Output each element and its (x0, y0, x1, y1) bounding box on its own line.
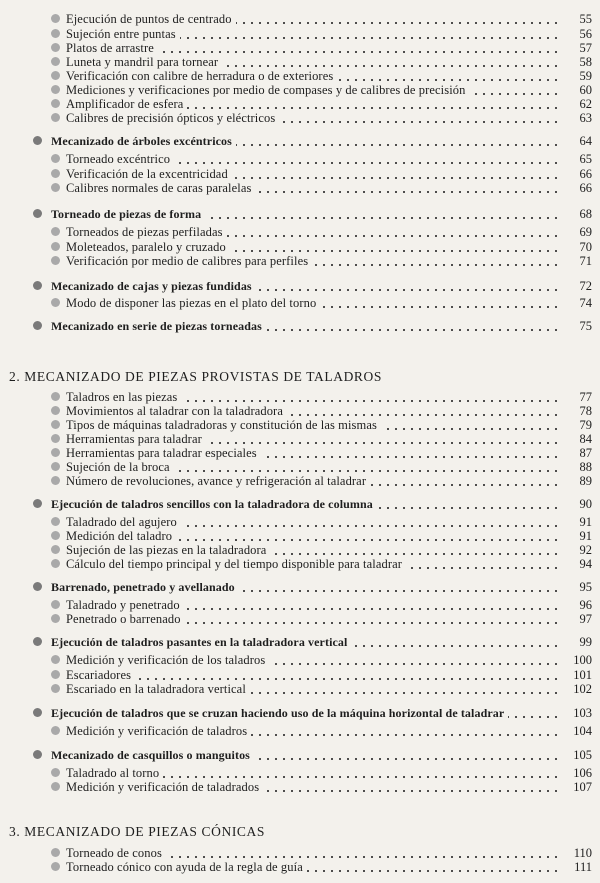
toc-entry (20, 83, 592, 97)
page-number: 62 (579, 96, 592, 111)
bullet-icon (33, 750, 42, 759)
bullet-icon (33, 499, 42, 508)
toc-entry (20, 432, 592, 446)
section-title-3: 3. MECANIZADO DE PIEZAS CÓNICAS (9, 824, 265, 839)
bullet-icon (33, 321, 42, 330)
bullet-icon (51, 862, 60, 871)
dot-leader (250, 683, 560, 695)
toc-entry (20, 167, 592, 181)
page-number: 75 (579, 318, 592, 333)
bullet-icon (51, 655, 60, 664)
entry-title: Tipos de máquinas taladradoras y constitución de las mismas (66, 417, 377, 432)
dot-leader (263, 781, 560, 793)
toc-entry (20, 97, 592, 111)
toc-entry (20, 780, 592, 794)
page-number: 69 (579, 224, 592, 239)
page-number: 99 (579, 634, 592, 649)
page-number: 57 (579, 40, 592, 55)
dot-leader (270, 544, 560, 556)
page-number: 79 (579, 417, 592, 432)
bullet-icon (51, 420, 60, 429)
page-number: 59 (579, 68, 592, 83)
entry-title: Taladrado y penetrado (66, 597, 180, 612)
entry-title: Moleteados, paralelo y cruzado (66, 239, 226, 254)
dot-leader (469, 84, 560, 96)
toc-heading (20, 319, 592, 333)
entry-title: Ejecución de taladros pasantes en la taladradora vertical (51, 634, 348, 649)
bullet-icon (51, 85, 60, 94)
toc-entry (20, 111, 592, 125)
section-title-2: 2. MECANIZADO DE PIEZAS PROVISTAS DE TALADROS (9, 369, 382, 384)
page-number: 89 (579, 473, 592, 488)
page-number: 72 (579, 278, 592, 293)
toc-entry (20, 404, 592, 418)
toc-entry (20, 668, 592, 682)
page-number: 66 (579, 180, 592, 195)
toc-entry (20, 682, 592, 696)
entry-title: Medición y verificación de taladros (66, 723, 248, 738)
page-number: 71 (579, 253, 592, 268)
bullet-icon (51, 256, 60, 265)
entry-title: Verificación por medio de calibres para perfiles (66, 253, 309, 268)
bullet-icon (51, 183, 60, 192)
toc-entry (20, 12, 592, 26)
entry-title: Medición y verificación de los taladros (66, 652, 266, 667)
dot-leader (255, 182, 560, 194)
entry-title: Taladros en las piezas (66, 389, 178, 404)
entry-title: Ejecución de puntos de centrado (66, 11, 232, 26)
dot-leader (185, 613, 560, 625)
toc-entry (20, 557, 592, 571)
bullet-icon (51, 14, 60, 23)
entry-title: Calibres normales de caras paralelas (66, 180, 252, 195)
page-number: 68 (579, 206, 592, 221)
entry-title: Calibres de precisión ópticos y eléctricos (66, 110, 276, 125)
entry-title: Movimientos al taladrar con la taladradora (66, 403, 283, 418)
entry-title: Escariado en la taladradora vertical (66, 681, 246, 696)
bullet-icon (51, 43, 60, 52)
dot-leader (508, 707, 560, 719)
dot-leader (251, 725, 560, 737)
bullet-icon (51, 392, 60, 401)
dot-leader (239, 581, 560, 593)
dot-leader (266, 320, 560, 332)
toc-entry (20, 724, 592, 738)
toc-entry (20, 598, 592, 612)
bullet-icon (51, 406, 60, 415)
page-number: 77 (579, 389, 592, 404)
bullet-icon (51, 670, 60, 679)
page-number: 102 (573, 681, 592, 696)
page-number: 105 (573, 747, 592, 762)
entry-title: Verificación con calibre de herradura o de exteriores (66, 68, 334, 83)
bullet-icon (51, 614, 60, 623)
dot-leader (187, 98, 560, 110)
dot-leader (279, 112, 560, 124)
page-number: 92 (579, 542, 592, 557)
dot-leader (254, 749, 560, 761)
dot-leader (269, 654, 560, 666)
toc-heading (20, 207, 592, 221)
toc-heading (20, 706, 592, 720)
entry-title: Mecanizado de cajas y piezas fundidas (51, 278, 252, 293)
page-number: 90 (579, 496, 592, 511)
page-number: 63 (579, 110, 592, 125)
dot-leader (158, 42, 560, 54)
entry-title: Torneado de piezas de forma (51, 206, 202, 221)
page-number: 100 (573, 652, 592, 667)
toc-entry (20, 254, 592, 268)
bullet-icon (51, 448, 60, 457)
entry-title: Herramientas para taladrar especiales (66, 445, 257, 460)
page-number: 88 (579, 459, 592, 474)
toc-entry (20, 612, 592, 626)
page-number: 87 (579, 445, 592, 460)
toc-entry (20, 27, 592, 41)
bullet-icon (33, 637, 42, 646)
page-number: 60 (579, 82, 592, 97)
bullet-icon (51, 517, 60, 526)
entry-title: Amplificador de esfera (66, 96, 184, 111)
toc-heading (20, 580, 592, 594)
entry-title: Mecanizado de casquillos o manguitos (51, 747, 250, 762)
entry-title: Sujeción entre puntas (66, 26, 176, 41)
entry-title: Mecanizado de árboles excéntricos (51, 133, 232, 148)
dot-leader (174, 461, 560, 473)
page-number: 66 (579, 166, 592, 181)
dot-leader (205, 208, 560, 220)
entry-title: Mecanizado en serie de piezas torneadas (51, 318, 262, 333)
dot-leader (232, 168, 560, 180)
page-number: 91 (579, 514, 592, 529)
dot-leader (337, 70, 560, 82)
entry-title: Sujeción de la broca (66, 459, 170, 474)
dot-leader (206, 433, 560, 445)
dot-leader (222, 56, 560, 68)
toc-entry (20, 474, 592, 488)
dot-leader (312, 255, 560, 267)
dot-leader (181, 391, 560, 403)
entry-title: Sujeción de las piezas en la taladradora (66, 542, 267, 557)
dot-leader (181, 516, 560, 528)
page-number: 94 (579, 556, 592, 571)
entry-title: Platos de arrastre (66, 40, 154, 55)
bullet-icon (51, 434, 60, 443)
entry-title: Medición del taladro (66, 528, 173, 543)
bullet-icon (51, 227, 60, 236)
toc-heading (20, 635, 592, 649)
dot-leader (166, 847, 560, 859)
entry-title: Medición y verificación de taladrados (66, 779, 260, 794)
bullet-icon (51, 57, 60, 66)
bullet-icon (33, 209, 42, 218)
page-number: 101 (573, 667, 592, 682)
bullet-icon (51, 531, 60, 540)
toc-entry (20, 181, 592, 195)
dot-leader (227, 226, 560, 238)
entry-title: Ejecución de taladros que se cruzan haciendo uso de la máquina horizontal de taladrar (51, 705, 505, 720)
toc-entry (20, 152, 592, 166)
toc-entry (20, 296, 592, 310)
entry-title: Luneta y mandril para tornear (66, 54, 219, 69)
bullet-icon (51, 99, 60, 108)
dot-leader (236, 135, 560, 147)
toc-entry (20, 418, 592, 432)
entry-title: Herramientas para taladrar (66, 431, 202, 446)
toc-entry (20, 846, 592, 860)
page-number: 103 (573, 705, 592, 720)
bullet-icon (33, 281, 42, 290)
toc-heading (20, 134, 592, 148)
entry-title: Modo de disponer las piezas en el plato del torno (66, 295, 317, 310)
bullet-icon (51, 29, 60, 38)
entry-title: Número de revoluciones, avance y refrigeración al taladrar (66, 473, 367, 488)
toc-entry (20, 529, 592, 543)
entry-title: Barrenado, penetrado y avellanado (51, 579, 235, 594)
bullet-icon (51, 242, 60, 251)
toc-entry (20, 390, 592, 404)
dot-leader (180, 28, 560, 40)
dot-leader (320, 297, 560, 309)
page-number: 84 (579, 431, 592, 446)
toc-entry (20, 240, 592, 254)
bullet-icon (51, 154, 60, 163)
bullet-icon (51, 476, 60, 485)
toc-entry (20, 860, 592, 874)
bullet-icon (51, 726, 60, 735)
toc-entry (20, 543, 592, 557)
bullet-icon (33, 136, 42, 145)
bullet-icon (33, 708, 42, 717)
page-number: 91 (579, 528, 592, 543)
bullet-icon (51, 600, 60, 609)
dot-leader (377, 498, 560, 510)
page-number: 56 (579, 26, 592, 41)
page-number: 104 (573, 723, 592, 738)
page-number: 95 (579, 579, 592, 594)
dot-leader (287, 405, 560, 417)
page-number: 107 (573, 779, 592, 794)
toc-entry (20, 653, 592, 667)
dot-leader (351, 636, 560, 648)
entry-title: Escariadores (66, 667, 132, 682)
entry-title: Torneado excéntrico (66, 151, 171, 166)
toc-entry (20, 460, 592, 474)
page-number: 96 (579, 597, 592, 612)
dot-leader (307, 861, 560, 873)
page-number: 74 (579, 295, 592, 310)
dot-leader (163, 767, 560, 779)
page-number: 97 (579, 611, 592, 626)
dot-leader (176, 530, 560, 542)
toc-entry (20, 225, 592, 239)
dot-leader (256, 280, 560, 292)
toc-entry (20, 41, 592, 55)
dot-leader (406, 558, 560, 570)
entry-title: Penetrado o barrenado (66, 611, 181, 626)
entry-title: Taladrado al torno (66, 765, 160, 780)
toc-entry (20, 515, 592, 529)
entry-title: Torneados de piezas perfiladas (66, 224, 223, 239)
page-number: 65 (579, 151, 592, 166)
toc-entry (20, 446, 592, 460)
bullet-icon (51, 545, 60, 554)
bullet-icon (51, 71, 60, 80)
toc-heading (20, 279, 592, 293)
dot-leader (370, 475, 560, 487)
page-number: 58 (579, 54, 592, 69)
toc-entry (20, 766, 592, 780)
entry-title: Torneado de conos (66, 845, 162, 860)
dot-leader (135, 669, 560, 681)
bullet-icon (51, 113, 60, 122)
entry-title: Mediciones y verificaciones por medio de compases y de calibres de precisión (66, 82, 466, 97)
page-number: 64 (579, 133, 592, 148)
entry-title: Taladrado del agujero (66, 514, 177, 529)
page-number: 106 (573, 765, 592, 780)
dot-leader (261, 447, 560, 459)
page-number: 110 (573, 845, 592, 860)
toc-entry (20, 69, 592, 83)
bullet-icon (33, 582, 42, 591)
bullet-icon (51, 169, 60, 178)
dot-leader (230, 241, 560, 253)
page-number: 55 (579, 11, 592, 26)
entry-title: Ejecución de taladros sencillos con la taladradora de columna (51, 496, 373, 511)
dot-leader (381, 419, 560, 431)
dot-leader (174, 153, 560, 165)
bullet-icon (51, 848, 60, 857)
page-number: 70 (579, 239, 592, 254)
entry-title: Verificación de la excentricidad (66, 166, 228, 181)
page-number: 78 (579, 403, 592, 418)
toc-heading (20, 748, 592, 762)
entry-title: Torneado cónico con ayuda de la regla de guía (66, 859, 303, 874)
bullet-icon (51, 684, 60, 693)
bullet-icon (51, 559, 60, 568)
entry-title: Cálculo del tiempo principal y del tiempo disponible para taladrar (66, 556, 403, 571)
dot-leader (184, 599, 560, 611)
page-number: 111 (574, 859, 592, 874)
bullet-icon (51, 782, 60, 791)
bullet-icon (51, 768, 60, 777)
toc-entry (20, 55, 592, 69)
bullet-icon (51, 462, 60, 471)
toc-heading (20, 497, 592, 511)
bullet-icon (51, 298, 60, 307)
dot-leader (236, 13, 560, 25)
